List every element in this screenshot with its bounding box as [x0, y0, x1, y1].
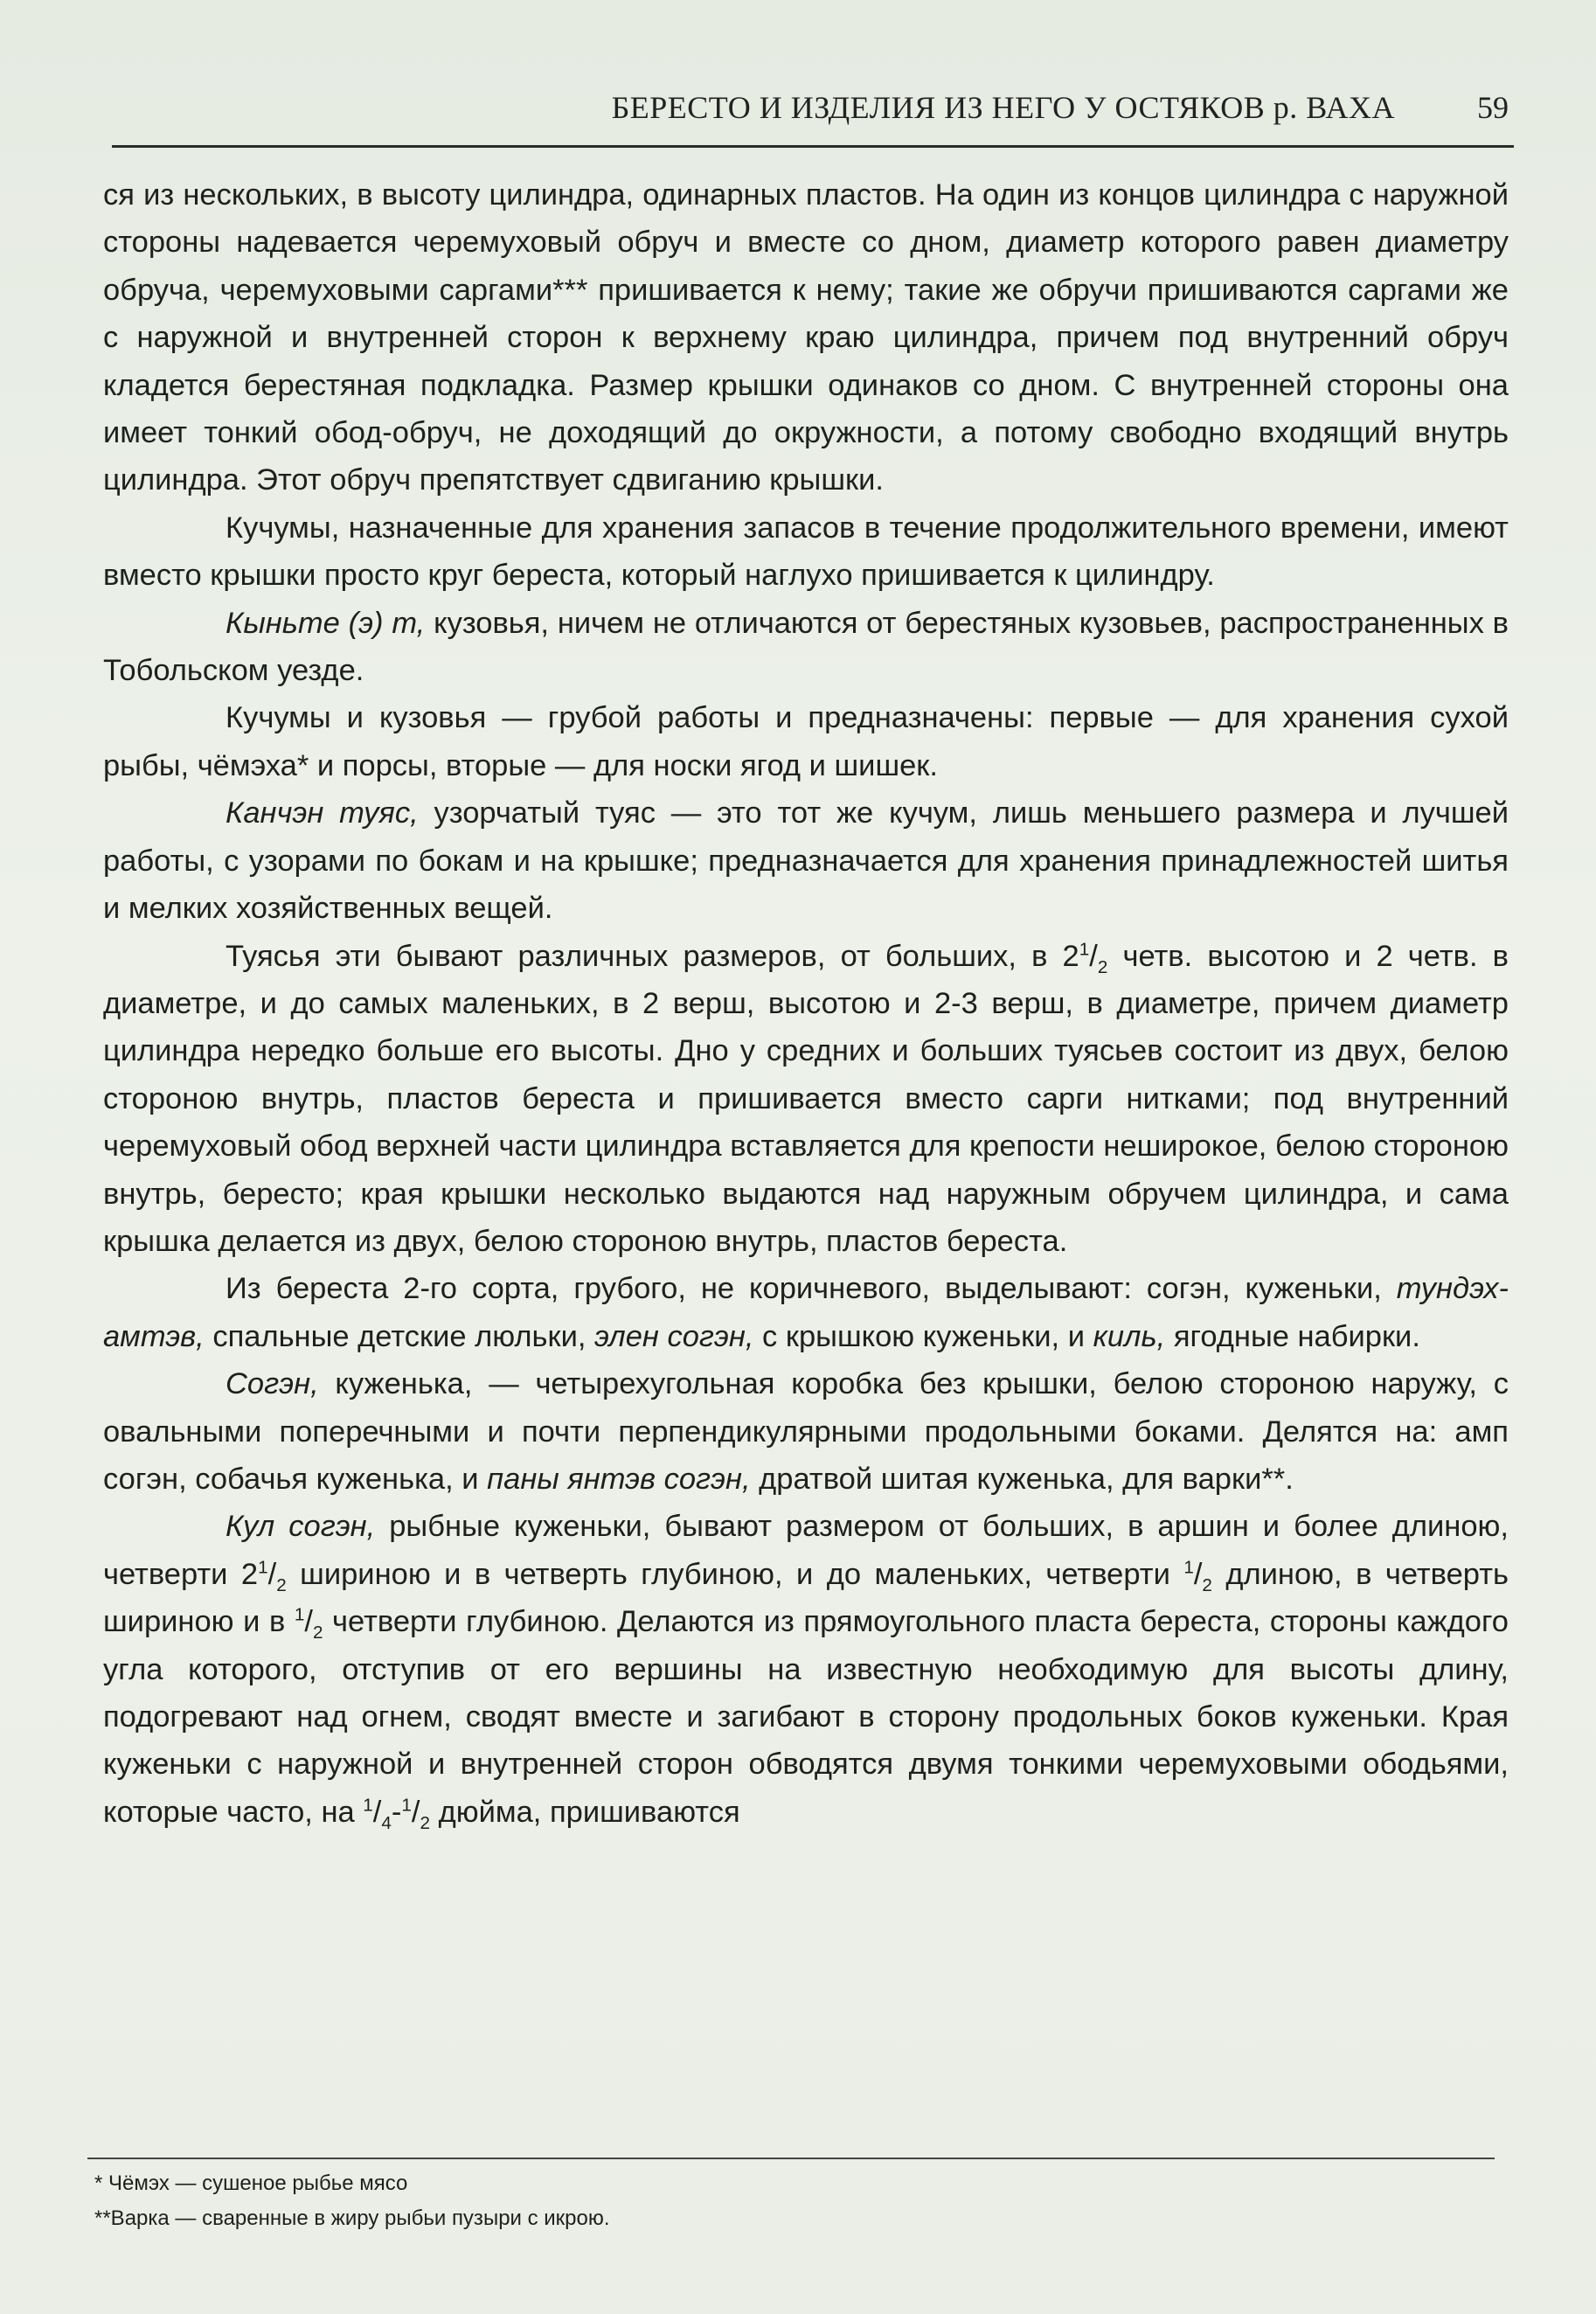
paragraph-2 — [103, 504, 1509, 600]
italic-term: Кыньте (э) т, — [226, 606, 426, 640]
paragraph-9 — [103, 1503, 1509, 1836]
footnotes — [94, 2166, 1493, 2236]
italic-term: элен согэн, — [594, 1319, 754, 1353]
paragraph-text: кузовья, ничем не отличаются от берестяных кузовьев, распространенных в Тобольском уезде. — [103, 606, 1509, 688]
paragraph-text: спальные детские люльки, — [204, 1319, 595, 1353]
italic-term: Кул согэн, — [226, 1510, 376, 1544]
paragraph-text: с крышкою куженьки, и — [753, 1319, 1093, 1353]
fraction: $^1/_2$ — [1183, 1557, 1212, 1595]
running-title: БЕРЕСТО И ИЗДЕЛИЯ ИЗ НЕГО У ОСТЯКОВ р. ВАХА — [611, 90, 1395, 125]
fraction: $^1/_4$ — [363, 1795, 392, 1833]
fraction: $^1/_2$ — [1079, 939, 1108, 977]
italic-term: Канчэн туяс, — [226, 796, 419, 830]
paragraph-text: длиною, в четверть шириною и в — [103, 1557, 1509, 1639]
italic-term: тундэх-амтэв, — [103, 1272, 1509, 1353]
paragraph-1 — [103, 171, 1509, 504]
italic-term: паны янтэв согэн, — [487, 1462, 751, 1496]
footnote-1: * Чёмэх — сушеное рыбье мясо — [94, 2172, 408, 2195]
fraction: $^1/_2$ — [294, 1604, 323, 1643]
paragraph-text: рыбные куженьки, бывают размером от больших, в аршин и более длиною, четверти 2 — [103, 1510, 1509, 1591]
fraction: $^1/_2$ — [258, 1557, 287, 1595]
page-number: 59 — [1477, 90, 1509, 125]
paragraph-4 — [103, 694, 1509, 789]
paragraph-3 — [103, 600, 1509, 695]
running-header — [112, 84, 1514, 148]
dash: - — [391, 1795, 402, 1829]
italic-term: Согэн, — [226, 1367, 319, 1401]
fraction: $^1/_2$ — [401, 1795, 431, 1833]
paragraph-text: Кучумы и кузовья — грубой работы и предназначены: первые — для хранения сухой рыбы, чёмэха* и порсы, вторые — для носки ягод и шишек. — [103, 701, 1509, 782]
paragraph-text: Кучумы, назначенные для хранения запасов в течение продолжительного времени, имеют вместо крышки просто круг береста, который наглухо пришивается к цилиндру. — [103, 511, 1509, 593]
paragraph-6 — [103, 933, 1509, 1266]
footnote-2: **Варка — сваренные в жиру рыбьи пузыри с икрою. — [94, 2206, 610, 2230]
main-text — [103, 171, 1509, 1836]
paragraph-text: шириною и в четверть глубиною, и до маленьких, четверти — [286, 1557, 1184, 1591]
paragraph-7 — [103, 1265, 1509, 1360]
paragraph-text: ягодные набирки. — [1165, 1319, 1420, 1353]
paragraph-text: дюйма, пришиваются — [430, 1795, 740, 1829]
paragraph-5 — [103, 789, 1509, 932]
paragraph-8 — [103, 1360, 1509, 1503]
paragraph-text: четверти глубиною. Делаются из прямоугольного пласта береста, стороны каждого угла которого, отступив от его вершины на известную необходимую для высоты длину, подогревают над огнем, сводят вместе и загибают в сторону продольных боков куженьки. Края куженьки с наружной и внутренней сторон обводятся двумя тонкими черемуховыми ободьями, которые часто, на — [103, 1605, 1509, 1829]
paragraph-text: дратвой шитая куженька, для варки**. — [750, 1462, 1294, 1496]
italic-term: киль, — [1093, 1319, 1166, 1353]
paragraph-text: ся из нескольких, в высоту цилиндра, одинарных пластов. На один из концов цилиндра с наружной стороны надевается черемуховый обруч и вместе со дном, диаметр которого равен диаметру обруча, черемуховыми саргами*** пришивается к нему; такие же обручи пришиваются саргами же с наружной и внутренней сторон к верхнему краю цилиндра, причем под внутренний обруч кладется берестяная подкладка. Размер крышки одинаков со дном. С внутренней стороны она имеет тонкий обод-обруч, не доходящий до окружности, а потому свободно входящий внутрь цилиндра. Этот обруч препятствует сдвиганию крышки. — [103, 178, 1509, 497]
paragraph-text: Из береста 2-го сорта, грубого, не коричневого, выделывают: согэн, куженьки, — [226, 1272, 1397, 1306]
footnote-divider — [87, 2158, 1495, 2159]
paragraph-text: Туясья эти бывают различных размеров, от больших, в 2 — [226, 939, 1079, 973]
paragraph-text: узорчатый туяс — это тот же кучум, лишь меньшего размера и лучшей работы, с узорами по бокам и на крышке; предназначается для хранения принадлежностей шитья и мелких хозяйственных вещей. — [103, 796, 1509, 926]
paragraph-text: куженька, — четырехугольная коробка без крышки, белою стороною наружу, с овальными поперечными и почти перпендикулярными продольными боками. Делятся на: амп согэн, собачья куженька, и — [103, 1367, 1509, 1496]
paragraph-text: четв. высотою и 2 четв. в диаметре, и до самых маленьких, в 2 верш, высотою и 2-3 верш, в диаметре, причем диаметр цилиндра нередко больше его высоты. Дно у средних и больших туясьев состоит из двух, белою стороною внутрь, пластов береста и пришивается вместо сарги нитками; под внутренний черемуховый обод верхней части цилиндра вставляется для крепости неширокое, белою стороною внутрь, бересто; края крышки несколько выдаются над наружным обручем цилиндра, и сама крышка делается из двух, белою стороною внутрь, пластов береста. — [103, 939, 1509, 1258]
